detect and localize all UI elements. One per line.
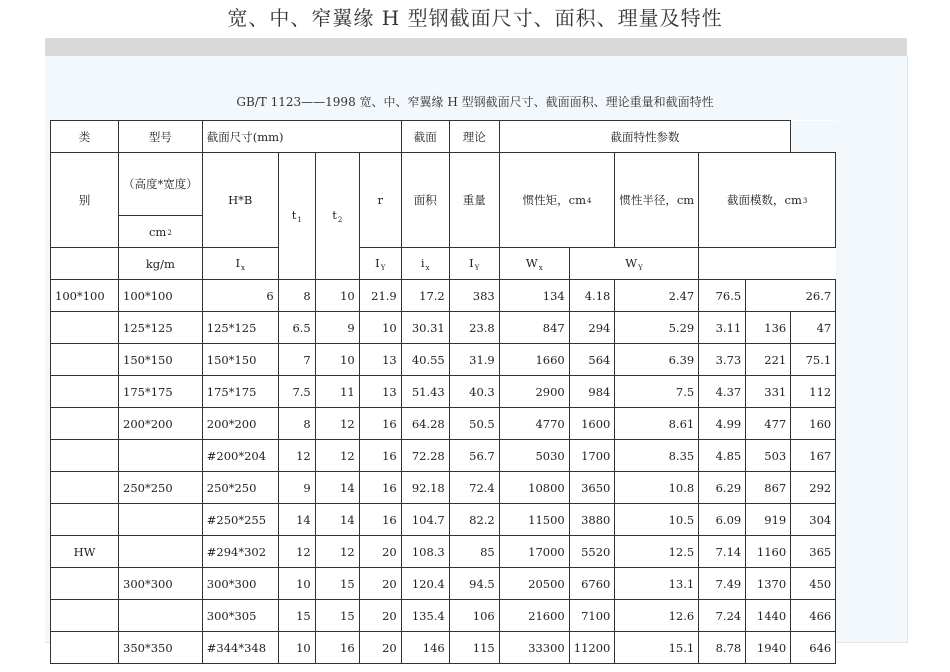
cell-ix: 6760	[569, 568, 615, 600]
cell-inertia: 21600	[499, 600, 569, 632]
header-section-dimensions: 截面尺寸(mm)	[202, 121, 401, 153]
cell-weight: 56.7	[449, 440, 499, 472]
cell-hb: #344*348	[202, 632, 278, 664]
cell-r: 13	[359, 344, 401, 376]
table-row	[51, 376, 836, 408]
cell-category	[51, 472, 119, 504]
cell-t2: 9	[315, 312, 359, 344]
cell-weight: 94.5	[449, 568, 499, 600]
header-section-properties: 截面特性参数	[499, 121, 790, 153]
cell-iy: 8.61	[615, 408, 699, 440]
cell-t2: 14	[315, 504, 359, 536]
cell-wy: 304	[791, 504, 836, 536]
header-category-top: 类	[51, 121, 119, 153]
cell-wx2: 331	[746, 376, 791, 408]
cell-iy: 7.5	[615, 376, 699, 408]
cell-ix: 1700	[569, 440, 615, 472]
cell-area: 146	[401, 632, 449, 664]
header-moment-of-inertia: 惯性矩，cm4	[499, 153, 615, 248]
cell-r: 16	[359, 408, 401, 440]
cell-model: 200*200	[119, 408, 203, 440]
cell-wy: 160	[791, 408, 836, 440]
cell-t1: 14	[278, 504, 315, 536]
cell-area: 72.28	[401, 440, 449, 472]
cell-wy: 47	[791, 312, 836, 344]
cell-hb: #200*204	[202, 440, 278, 472]
cell-iy: 10.8	[615, 472, 699, 504]
cell-wx: 4.37	[699, 376, 746, 408]
cell-wx2: 1370	[746, 568, 791, 600]
cell-category	[51, 408, 119, 440]
header-iy: $I_Y$	[359, 248, 401, 280]
header-area: 面积	[401, 153, 449, 248]
cell-model: 250*250	[119, 472, 203, 504]
cell-model	[119, 504, 203, 536]
cell-t1: 7.5	[278, 376, 315, 408]
cell-wx2: 919	[746, 504, 791, 536]
cell-inertia: 847	[499, 312, 569, 344]
header-weight: 重量	[449, 153, 499, 248]
cell-wx2: 1440	[746, 600, 791, 632]
cell-weight: 106	[449, 600, 499, 632]
cell-iy: 5.29	[615, 312, 699, 344]
cell-inertia: 33300	[499, 632, 569, 664]
cell-category	[51, 504, 119, 536]
cell-wy: 26.7	[746, 280, 836, 312]
header-area-top: 截面	[401, 121, 449, 153]
cell-category	[51, 600, 119, 632]
cell-t1: 9	[278, 472, 315, 504]
header-section-modulus: 截面模数，cm3	[699, 153, 836, 248]
cell-wx2: 221	[746, 344, 791, 376]
cell-area: 135.4	[401, 600, 449, 632]
cell-area: 108.3	[401, 536, 449, 568]
cell-wx: 76.5	[699, 280, 746, 312]
cell-wx: 7.24	[699, 600, 746, 632]
header-wy: $W_Y$	[569, 248, 698, 280]
cell-t2: 12	[315, 408, 359, 440]
h-beam-spec-table	[50, 120, 836, 664]
cell-area: 40.55	[401, 344, 449, 376]
cell-weight: 115	[449, 632, 499, 664]
cell-iy: 13.1	[615, 568, 699, 600]
cell-wx: 6.29	[699, 472, 746, 504]
cell-wy: 292	[791, 472, 836, 504]
header-blank-cell	[791, 121, 836, 153]
table-row	[51, 632, 836, 664]
cell-category	[51, 568, 119, 600]
cell-inertia: 4770	[499, 408, 569, 440]
cell-t2: 15	[315, 568, 359, 600]
table-row	[51, 568, 836, 600]
cell-iy: 2.47	[615, 280, 699, 312]
cell-inertia: 11500	[499, 504, 569, 536]
cell-t1: 12	[278, 440, 315, 472]
header-area-unit: kg/m	[119, 248, 203, 280]
cell-hb: 300*300	[202, 568, 278, 600]
cell-model	[119, 440, 203, 472]
cell-ix: 3650	[569, 472, 615, 504]
cell-inertia: 2900	[499, 376, 569, 408]
cell-weight: 31.9	[449, 344, 499, 376]
cell-r: 20	[359, 632, 401, 664]
cell-t1: 10	[278, 568, 315, 600]
cell-weight: 23.8	[449, 312, 499, 344]
table-row	[51, 536, 836, 568]
cell-ix: 3880	[569, 504, 615, 536]
cell-wy: 450	[791, 568, 836, 600]
cell-r: 16	[359, 472, 401, 504]
cell-weight: 82.2	[449, 504, 499, 536]
cell-inertia: 1660	[499, 344, 569, 376]
cell-model: 100*100	[119, 280, 203, 312]
cell-wx2: 477	[746, 408, 791, 440]
cell-area: 64.28	[401, 408, 449, 440]
cell-wx: 3.11	[699, 312, 746, 344]
cell-hb: 300*305	[202, 600, 278, 632]
header-row-1	[51, 121, 836, 153]
cell-wx: 8.78	[699, 632, 746, 664]
header-wx: $W_x$	[499, 248, 569, 280]
header-hb: H*B	[202, 153, 278, 248]
cell-r: 20	[359, 600, 401, 632]
cell-t2: 10	[315, 344, 359, 376]
cell-r: 21.9	[359, 280, 401, 312]
cell-area: 120.4	[401, 568, 449, 600]
cell-inertia: 5030	[499, 440, 569, 472]
cell-hb: 150*150	[202, 344, 278, 376]
header-r: r	[359, 153, 401, 248]
header-row-2	[51, 153, 836, 216]
header-radius-of-gyration: 惯性半径，cm	[615, 153, 699, 248]
cell-model	[119, 536, 203, 568]
cell-weight: 40.3	[449, 376, 499, 408]
cell-t1: 10	[278, 632, 315, 664]
cell-t2: 10	[315, 280, 359, 312]
table-row	[51, 280, 836, 312]
table-row	[51, 504, 836, 536]
cell-iy: 12.6	[615, 600, 699, 632]
header-category-bottom: 别	[51, 153, 119, 248]
cell-ix: 5520	[569, 536, 615, 568]
cell-wx: 7.14	[699, 536, 746, 568]
cell-wy: 466	[791, 600, 836, 632]
page-title: 宽、中、窄翼缘 H 型钢截面尺寸、面积、理量及特性	[227, 6, 723, 30]
table-row	[51, 600, 836, 632]
cell-inertia: 17000	[499, 536, 569, 568]
cell-t2: 15	[315, 600, 359, 632]
cell-weight: 50.5	[449, 408, 499, 440]
cell-inertia: 20500	[499, 568, 569, 600]
header-t1: $t_1$	[278, 153, 315, 280]
cell-hb: 125*125	[202, 312, 278, 344]
cell-wy: 646	[791, 632, 836, 664]
header-model: 型号	[119, 121, 203, 153]
header-row-4	[51, 248, 836, 280]
cell-hb: #294*302	[202, 536, 278, 568]
cell-wx: 4.99	[699, 408, 746, 440]
cell-inertia: 10800	[499, 472, 569, 504]
table-row	[51, 312, 836, 344]
cell-wy: 75.1	[791, 344, 836, 376]
cell-wx: 4.85	[699, 440, 746, 472]
cell-area: 92.18	[401, 472, 449, 504]
header-ix: $I_x$	[202, 248, 278, 280]
header-ix-radius: $i_x$	[401, 248, 449, 280]
cell-wx: 7.49	[699, 568, 746, 600]
cell-r: 13	[359, 376, 401, 408]
cell-weight: 85	[449, 536, 499, 568]
cell-model: 350*350	[119, 632, 203, 664]
header-model-unit: cm2	[119, 216, 203, 248]
cell-category: HW	[51, 536, 119, 568]
cell-t1: 7	[278, 344, 315, 376]
header-model-sub: （高度*宽度）	[119, 153, 203, 216]
cell-area: 104.7	[401, 504, 449, 536]
cell-hb: 200*200	[202, 408, 278, 440]
cell-model: 125*125	[119, 312, 203, 344]
cell-wy: 365	[791, 536, 836, 568]
cell-ix: 1600	[569, 408, 615, 440]
cell-t2: 12	[315, 536, 359, 568]
table-row	[51, 408, 836, 440]
header-r-bottom	[51, 248, 119, 280]
cell-ix: 294	[569, 312, 615, 344]
cell-hb: 250*250	[202, 472, 278, 504]
cell-hb: #250*255	[202, 504, 278, 536]
cell-wx2: 867	[746, 472, 791, 504]
cell-category	[51, 344, 119, 376]
cell-r: 16	[359, 440, 401, 472]
cell-hb: 175*175	[202, 376, 278, 408]
cell-iy: 15.1	[615, 632, 699, 664]
cell-r: 20	[359, 536, 401, 568]
cell-category	[51, 632, 119, 664]
cell-inertia: 134	[499, 280, 569, 312]
cell-area: 51.43	[401, 376, 449, 408]
cell-ix: 564	[569, 344, 615, 376]
cell-iy: 10.5	[615, 504, 699, 536]
cell-r: 16	[359, 504, 401, 536]
header-weight-top: 理论	[449, 121, 499, 153]
cell-t1: 15	[278, 600, 315, 632]
cell-weight: 72.4	[449, 472, 499, 504]
cell-t2: 16	[315, 632, 359, 664]
cell-t2: 11	[315, 376, 359, 408]
cell-wx: 3.73	[699, 344, 746, 376]
cell-ix: 7100	[569, 600, 615, 632]
header-t2: $t_2$	[315, 153, 359, 280]
cell-wx: 6.09	[699, 504, 746, 536]
cell-area: 17.2	[401, 280, 449, 312]
cell-iy: 6.39	[615, 344, 699, 376]
cell-model: 150*150	[119, 344, 203, 376]
table-row	[51, 472, 836, 504]
cell-r: 20	[359, 568, 401, 600]
cell-t1: 8	[278, 408, 315, 440]
cell-model	[119, 600, 203, 632]
cell-wy: 112	[791, 376, 836, 408]
cell-hb: 6	[202, 280, 278, 312]
cell-ix: 4.18	[569, 280, 615, 312]
table-caption: GB/T 1123——1998 宽、中、窄翼缘 H 型钢截面尺寸、截面面积、理论重量和截面特性	[236, 95, 714, 109]
cell-category	[51, 312, 119, 344]
cell-model: 300*300	[119, 568, 203, 600]
cell-wx2: 136	[746, 312, 791, 344]
cell-t2: 14	[315, 472, 359, 504]
header-divider-bar	[45, 38, 907, 56]
cell-iy: 12.5	[615, 536, 699, 568]
cell-category	[51, 376, 119, 408]
cell-category: 100*100	[51, 280, 119, 312]
cell-t1: 6.5	[278, 312, 315, 344]
cell-t2: 12	[315, 440, 359, 472]
table-row	[51, 344, 836, 376]
table-row	[51, 440, 836, 472]
cell-ix: 11200	[569, 632, 615, 664]
cell-wy: 167	[791, 440, 836, 472]
cell-weight: 383	[449, 280, 499, 312]
cell-model: 175*175	[119, 376, 203, 408]
cell-wx2: 1940	[746, 632, 791, 664]
cell-area: 30.31	[401, 312, 449, 344]
cell-r: 10	[359, 312, 401, 344]
cell-t1: 8	[278, 280, 315, 312]
header-iy-radius: $I_Y$	[449, 248, 499, 280]
cell-wx2: 1160	[746, 536, 791, 568]
cell-t1: 12	[278, 536, 315, 568]
cell-wx2: 503	[746, 440, 791, 472]
cell-ix: 984	[569, 376, 615, 408]
cell-iy: 8.35	[615, 440, 699, 472]
cell-category	[51, 440, 119, 472]
